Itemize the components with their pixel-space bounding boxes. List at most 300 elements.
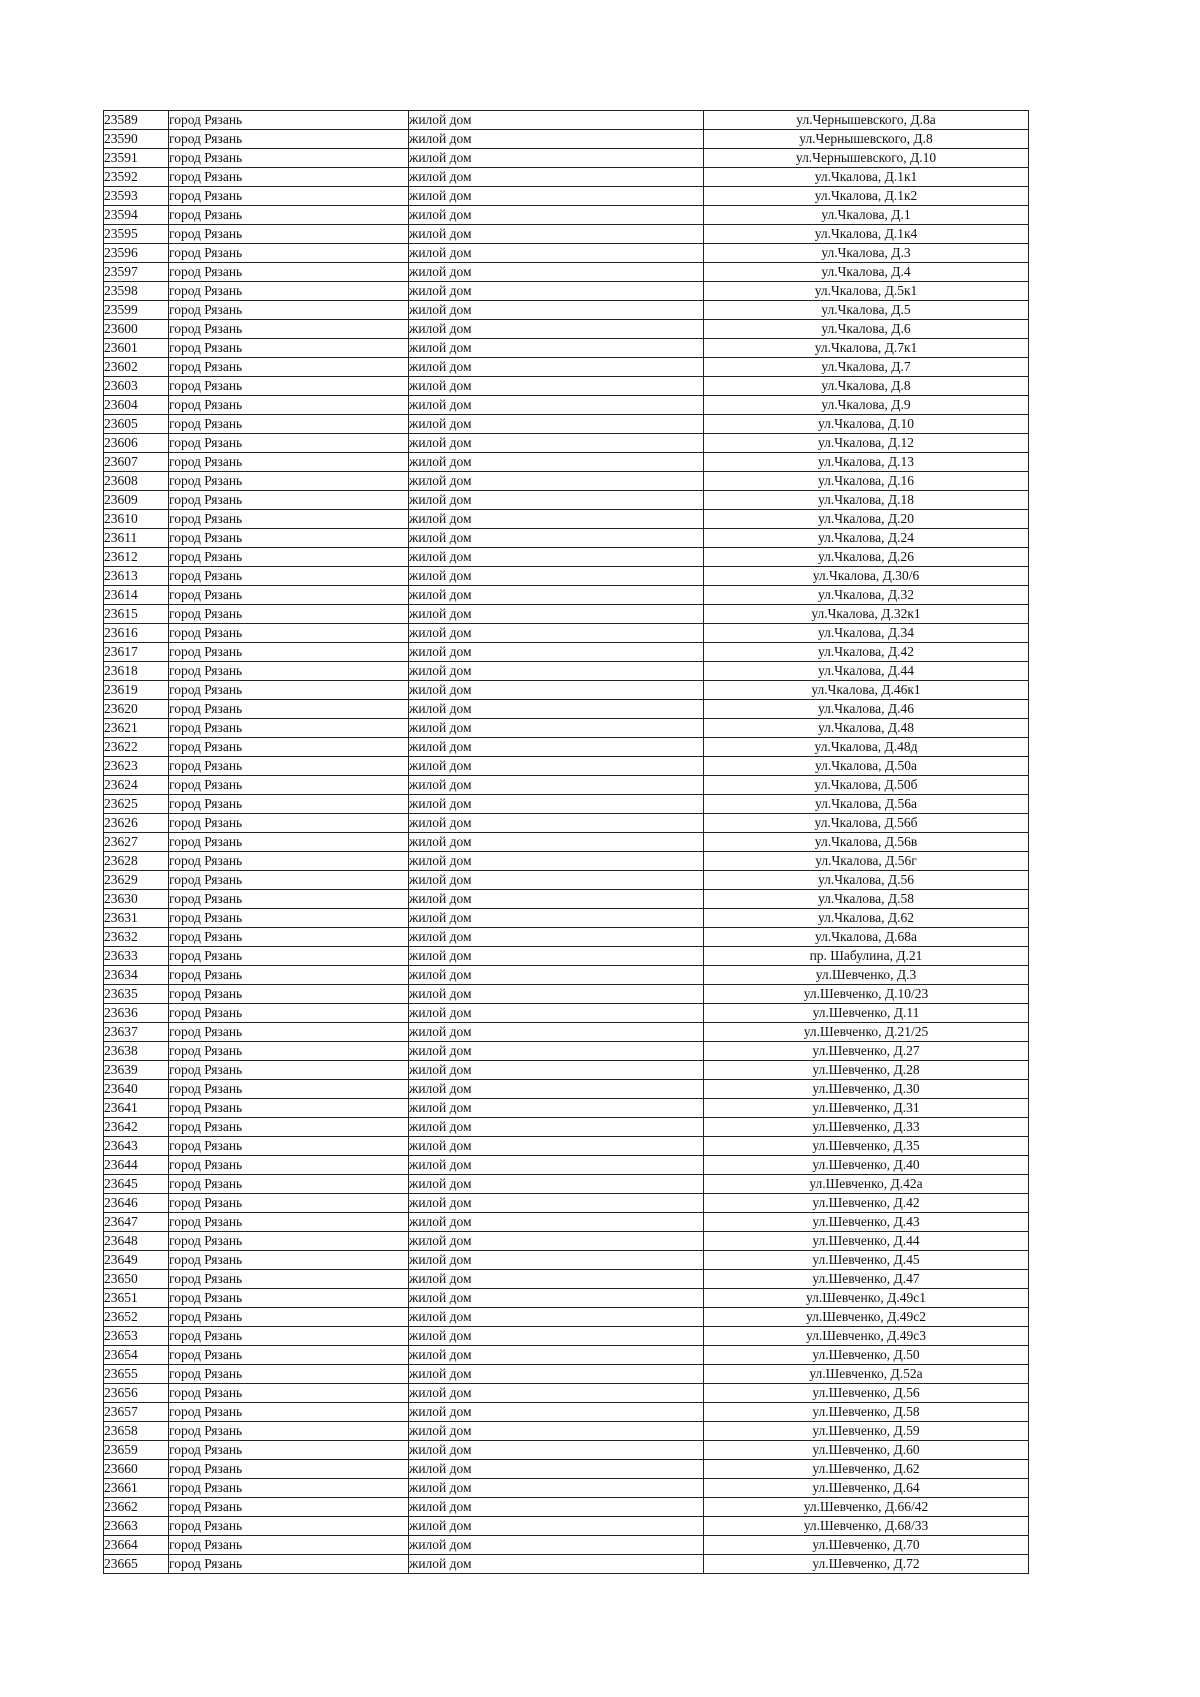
record-number-cell: 23632 [104,928,169,947]
city-cell: город Рязань [169,1536,409,1555]
record-number-cell: 23664 [104,1536,169,1555]
record-number-cell: 23606 [104,434,169,453]
record-number-cell: 23614 [104,586,169,605]
object-type-cell: жилой дом [409,1232,704,1251]
table-row [104,282,1029,301]
city-cell: город Рязань [169,472,409,491]
object-type-cell: жилой дом [409,1441,704,1460]
city-cell: город Рязань [169,339,409,358]
table-row [104,1536,1029,1555]
table-row [104,1479,1029,1498]
table-row [104,985,1029,1004]
object-type-cell: жилой дом [409,1175,704,1194]
object-type-cell: жилой дом [409,890,704,909]
table-row [104,1004,1029,1023]
city-cell: город Рязань [169,396,409,415]
table-row [104,1137,1029,1156]
city-cell: город Рязань [169,985,409,1004]
record-number-cell: 23597 [104,263,169,282]
city-cell: город Рязань [169,795,409,814]
table-row [104,1251,1029,1270]
city-cell: город Рязань [169,719,409,738]
city-cell: город Рязань [169,947,409,966]
city-cell: город Рязань [169,1137,409,1156]
table-row [104,301,1029,320]
record-number-cell: 23662 [104,1498,169,1517]
table-row [104,1023,1029,1042]
address-cell: ул.Чкалова, Д.46 [704,700,1029,719]
city-cell: город Рязань [169,510,409,529]
record-number-cell: 23634 [104,966,169,985]
object-type-cell: жилой дом [409,1080,704,1099]
record-number-cell: 23658 [104,1422,169,1441]
table-row [104,719,1029,738]
address-cell: ул.Чкалова, Д.50б [704,776,1029,795]
table-row [104,681,1029,700]
object-type-cell: жилой дом [409,738,704,757]
table-row [104,130,1029,149]
record-number-cell: 23642 [104,1118,169,1137]
record-number-cell: 23603 [104,377,169,396]
address-cell: пр. Шабулина, Д.21 [704,947,1029,966]
record-number-cell: 23617 [104,643,169,662]
record-number-cell: 23618 [104,662,169,681]
city-cell: город Рязань [169,491,409,510]
object-type-cell: жилой дом [409,643,704,662]
object-type-cell: жилой дом [409,1289,704,1308]
object-type-cell: жилой дом [409,168,704,187]
table-row [104,529,1029,548]
record-number-cell: 23602 [104,358,169,377]
address-cell: ул.Шевченко, Д.49с2 [704,1308,1029,1327]
city-cell: город Рязань [169,757,409,776]
city-cell: город Рязань [169,320,409,339]
table-row [104,643,1029,662]
city-cell: город Рязань [169,700,409,719]
object-type-cell: жилой дом [409,985,704,1004]
city-cell: город Рязань [169,1479,409,1498]
address-cell: ул.Шевченко, Д.42 [704,1194,1029,1213]
object-type-cell: жилой дом [409,1023,704,1042]
table-row [104,1517,1029,1536]
table-row [104,1213,1029,1232]
city-cell: город Рязань [169,1080,409,1099]
address-cell: ул.Чкалова, Д.5 [704,301,1029,320]
city-cell: город Рязань [169,871,409,890]
object-type-cell: жилой дом [409,1270,704,1289]
object-type-cell: жилой дом [409,776,704,795]
city-cell: город Рязань [169,852,409,871]
table-row [104,548,1029,567]
table-row [104,1175,1029,1194]
record-number-cell: 23640 [104,1080,169,1099]
city-cell: город Рязань [169,1156,409,1175]
object-type-cell: жилой дом [409,719,704,738]
address-cell: ул.Шевченко, Д.68/33 [704,1517,1029,1536]
address-cell: ул.Чкалова, Д.5к1 [704,282,1029,301]
address-cell: ул.Шевченко, Д.3 [704,966,1029,985]
city-cell: город Рязань [169,928,409,947]
city-cell: город Рязань [169,1099,409,1118]
record-number-cell: 23637 [104,1023,169,1042]
object-type-cell: жилой дом [409,966,704,985]
address-cell: ул.Шевченко, Д.49с1 [704,1289,1029,1308]
city-cell: город Рязань [169,1403,409,1422]
table-row [104,757,1029,776]
city-cell: город Рязань [169,187,409,206]
record-number-cell: 23646 [104,1194,169,1213]
object-type-cell: жилой дом [409,662,704,681]
table-row [104,966,1029,985]
record-number-cell: 23624 [104,776,169,795]
address-cell: ул.Шевченко, Д.72 [704,1555,1029,1574]
object-type-cell: жилой дом [409,206,704,225]
object-type-cell: жилой дом [409,833,704,852]
table-row [104,1099,1029,1118]
record-number-cell: 23655 [104,1365,169,1384]
city-cell: город Рязань [169,1346,409,1365]
address-cell: ул.Шевченко, Д.27 [704,1042,1029,1061]
table-row [104,472,1029,491]
address-cell: ул.Чкалова, Д.10 [704,415,1029,434]
table-row [104,776,1029,795]
object-type-cell: жилой дом [409,909,704,928]
record-number-cell: 23591 [104,149,169,168]
table-row [104,814,1029,833]
address-cell: ул.Шевченко, Д.28 [704,1061,1029,1080]
record-number-cell: 23643 [104,1137,169,1156]
city-cell: город Рязань [169,453,409,472]
city-cell: город Рязань [169,833,409,852]
city-cell: город Рязань [169,548,409,567]
table-row [104,320,1029,339]
table-row [104,909,1029,928]
city-cell: город Рязань [169,1023,409,1042]
record-number-cell: 23607 [104,453,169,472]
record-number-cell: 23620 [104,700,169,719]
table-row [104,1498,1029,1517]
city-cell: город Рязань [169,1061,409,1080]
address-cell: ул.Чкалова, Д.26 [704,548,1029,567]
table-row [104,1232,1029,1251]
address-cell: ул.Чкалова, Д.44 [704,662,1029,681]
table-row [104,1042,1029,1061]
address-cell: ул.Шевченко, Д.43 [704,1213,1029,1232]
city-cell: город Рязань [169,605,409,624]
record-number-cell: 23636 [104,1004,169,1023]
address-cell: ул.Шевченко, Д.42а [704,1175,1029,1194]
object-type-cell: жилой дом [409,510,704,529]
city-cell: город Рязань [169,434,409,453]
record-number-cell: 23627 [104,833,169,852]
record-number-cell: 23625 [104,795,169,814]
object-type-cell: жилой дом [409,1327,704,1346]
record-number-cell: 23619 [104,681,169,700]
address-cell: ул.Чкалова, Д.48д [704,738,1029,757]
address-cell: ул.Шевченко, Д.30 [704,1080,1029,1099]
table-row [104,1555,1029,1574]
city-cell: город Рязань [169,662,409,681]
table-row [104,833,1029,852]
address-cell: ул.Чкалова, Д.20 [704,510,1029,529]
record-number-cell: 23612 [104,548,169,567]
address-cell: ул.Шевченко, Д.64 [704,1479,1029,1498]
address-cell: ул.Чкалова, Д.1к2 [704,187,1029,206]
table-row [104,624,1029,643]
city-cell: город Рязань [169,1232,409,1251]
object-type-cell: жилой дом [409,1498,704,1517]
table-row [104,947,1029,966]
object-type-cell: жилой дом [409,1460,704,1479]
record-number-cell: 23608 [104,472,169,491]
address-cell: ул.Чкалова, Д.18 [704,491,1029,510]
table-row [104,206,1029,225]
record-number-cell: 23648 [104,1232,169,1251]
object-type-cell: жилой дом [409,1403,704,1422]
object-type-cell: жилой дом [409,358,704,377]
table-row [104,453,1029,472]
record-number-cell: 23594 [104,206,169,225]
table-row [104,1080,1029,1099]
object-type-cell: жилой дом [409,947,704,966]
address-cell: ул.Шевченко, Д.66/42 [704,1498,1029,1517]
record-number-cell: 23596 [104,244,169,263]
address-cell: ул.Чкалова, Д.32 [704,586,1029,605]
address-cell: ул.Чкалова, Д.32к1 [704,605,1029,624]
object-type-cell: жилой дом [409,1004,704,1023]
record-number-cell: 23592 [104,168,169,187]
object-type-cell: жилой дом [409,605,704,624]
object-type-cell: жилой дом [409,700,704,719]
table-row [104,1422,1029,1441]
object-type-cell: жилой дом [409,377,704,396]
record-number-cell: 23623 [104,757,169,776]
address-cell: ул.Шевченко, Д.56 [704,1384,1029,1403]
record-number-cell: 23638 [104,1042,169,1061]
address-cell: ул.Чкалова, Д.68а [704,928,1029,947]
address-cell: ул.Чкалова, Д.46к1 [704,681,1029,700]
city-cell: город Рязань [169,529,409,548]
table-row [104,415,1029,434]
address-cell: ул.Шевченко, Д.50 [704,1346,1029,1365]
record-number-cell: 23661 [104,1479,169,1498]
city-cell: город Рязань [169,624,409,643]
record-number-cell: 23659 [104,1441,169,1460]
table-row [104,795,1029,814]
address-cell: ул.Шевченко, Д.60 [704,1441,1029,1460]
table-row [104,491,1029,510]
city-cell: город Рязань [169,1327,409,1346]
record-number-cell: 23605 [104,415,169,434]
object-type-cell: жилой дом [409,1099,704,1118]
table-row [104,567,1029,586]
record-number-cell: 23613 [104,567,169,586]
record-number-cell: 23589 [104,111,169,130]
table-row [104,1289,1029,1308]
table-row [104,700,1029,719]
table-row [104,339,1029,358]
record-number-cell: 23609 [104,491,169,510]
record-number-cell: 23604 [104,396,169,415]
address-cell: ул.Чкалова, Д.24 [704,529,1029,548]
record-number-cell: 23644 [104,1156,169,1175]
address-cell: ул.Чкалова, Д.62 [704,909,1029,928]
address-cell: ул.Чкалова, Д.56в [704,833,1029,852]
table-row [104,738,1029,757]
table-row [104,605,1029,624]
city-cell: город Рязань [169,1441,409,1460]
address-cell: ул.Шевченко, Д.52а [704,1365,1029,1384]
object-type-cell: жилой дом [409,1156,704,1175]
city-cell: город Рязань [169,1498,409,1517]
address-cell: ул.Чкалова, Д.12 [704,434,1029,453]
record-number-cell: 23610 [104,510,169,529]
record-number-cell: 23631 [104,909,169,928]
record-number-cell: 23633 [104,947,169,966]
address-cell: ул.Шевченко, Д.11 [704,1004,1029,1023]
table-row [104,149,1029,168]
object-type-cell: жилой дом [409,795,704,814]
object-type-cell: жилой дом [409,263,704,282]
record-number-cell: 23641 [104,1099,169,1118]
record-number-cell: 23651 [104,1289,169,1308]
object-type-cell: жилой дом [409,1422,704,1441]
table-row [104,263,1029,282]
record-number-cell: 23665 [104,1555,169,1574]
address-cell: ул.Чкалова, Д.42 [704,643,1029,662]
object-type-cell: жилой дом [409,757,704,776]
object-type-cell: жилой дом [409,111,704,130]
address-cell: ул.Шевченко, Д.47 [704,1270,1029,1289]
record-number-cell: 23621 [104,719,169,738]
table-row [104,111,1029,130]
table-row [104,852,1029,871]
address-cell: ул.Шевченко, Д.40 [704,1156,1029,1175]
record-number-cell: 23615 [104,605,169,624]
object-type-cell: жилой дом [409,320,704,339]
address-cell: ул.Шевченко, Д.31 [704,1099,1029,1118]
address-cell: ул.Шевченко, Д.21/25 [704,1023,1029,1042]
object-type-cell: жилой дом [409,1118,704,1137]
object-type-cell: жилой дом [409,1555,704,1574]
address-cell: ул.Чернышевского, Д.8 [704,130,1029,149]
object-type-cell: жилой дом [409,1251,704,1270]
city-cell: город Рязань [169,415,409,434]
object-type-cell: жилой дом [409,187,704,206]
object-type-cell: жилой дом [409,1346,704,1365]
record-number-cell: 23635 [104,985,169,1004]
address-cell: ул.Чкалова, Д.58 [704,890,1029,909]
record-number-cell: 23616 [104,624,169,643]
city-cell: город Рязань [169,206,409,225]
object-type-cell: жилой дом [409,434,704,453]
city-cell: город Рязань [169,149,409,168]
object-type-cell: жилой дом [409,1213,704,1232]
table-row [104,434,1029,453]
address-cell: ул.Чкалова, Д.8 [704,377,1029,396]
object-type-cell: жилой дом [409,472,704,491]
table-row [104,510,1029,529]
address-cell: ул.Чкалова, Д.4 [704,263,1029,282]
city-cell: город Рязань [169,681,409,700]
table-row [104,168,1029,187]
address-cell: ул.Чернышевского, Д.10 [704,149,1029,168]
object-type-cell: жилой дом [409,225,704,244]
table-row [104,1384,1029,1403]
address-cell: ул.Шевченко, Д.44 [704,1232,1029,1251]
record-number-cell: 23663 [104,1517,169,1536]
object-type-cell: жилой дом [409,871,704,890]
address-cell: ул.Чкалова, Д.30/6 [704,567,1029,586]
address-cell: ул.Чкалова, Д.6 [704,320,1029,339]
object-type-cell: жилой дом [409,928,704,947]
record-number-cell: 23628 [104,852,169,871]
object-type-cell: жилой дом [409,624,704,643]
city-cell: город Рязань [169,1460,409,1479]
record-number-cell: 23649 [104,1251,169,1270]
table-row [104,1346,1029,1365]
record-number-cell: 23622 [104,738,169,757]
record-number-cell: 23657 [104,1403,169,1422]
table-row [104,1194,1029,1213]
city-cell: город Рязань [169,1422,409,1441]
table-row [104,396,1029,415]
object-type-cell: жилой дом [409,567,704,586]
table-row [104,244,1029,263]
record-number-cell: 23653 [104,1327,169,1346]
record-number-cell: 23652 [104,1308,169,1327]
object-type-cell: жилой дом [409,814,704,833]
object-type-cell: жилой дом [409,1384,704,1403]
object-type-cell: жилой дом [409,1479,704,1498]
table-row [104,662,1029,681]
table-row [104,1156,1029,1175]
record-number-cell: 23650 [104,1270,169,1289]
address-cell: ул.Чкалова, Д.9 [704,396,1029,415]
city-cell: город Рязань [169,377,409,396]
city-cell: город Рязань [169,130,409,149]
record-number-cell: 23600 [104,320,169,339]
city-cell: город Рязань [169,909,409,928]
object-type-cell: жилой дом [409,339,704,358]
object-type-cell: жилой дом [409,548,704,567]
record-number-cell: 23629 [104,871,169,890]
address-cell: ул.Шевченко, Д.45 [704,1251,1029,1270]
object-type-cell: жилой дом [409,852,704,871]
city-cell: город Рязань [169,776,409,795]
city-cell: город Рязань [169,1555,409,1574]
object-type-cell: жилой дом [409,681,704,700]
address-cell: ул.Шевченко, Д.10/23 [704,985,1029,1004]
city-cell: город Рязань [169,1251,409,1270]
city-cell: город Рязань [169,586,409,605]
city-cell: город Рязань [169,358,409,377]
table-row [104,1441,1029,1460]
record-number-cell: 23611 [104,529,169,548]
table-row [104,1365,1029,1384]
object-type-cell: жилой дом [409,453,704,472]
table-row [104,1270,1029,1289]
address-cell: ул.Шевченко, Д.58 [704,1403,1029,1422]
address-cell: ул.Чкалова, Д.34 [704,624,1029,643]
object-type-cell: жилой дом [409,244,704,263]
table-row [104,187,1029,206]
record-number-cell: 23626 [104,814,169,833]
city-cell: город Рязань [169,890,409,909]
city-cell: город Рязань [169,282,409,301]
record-number-cell: 23599 [104,301,169,320]
table-row [104,871,1029,890]
